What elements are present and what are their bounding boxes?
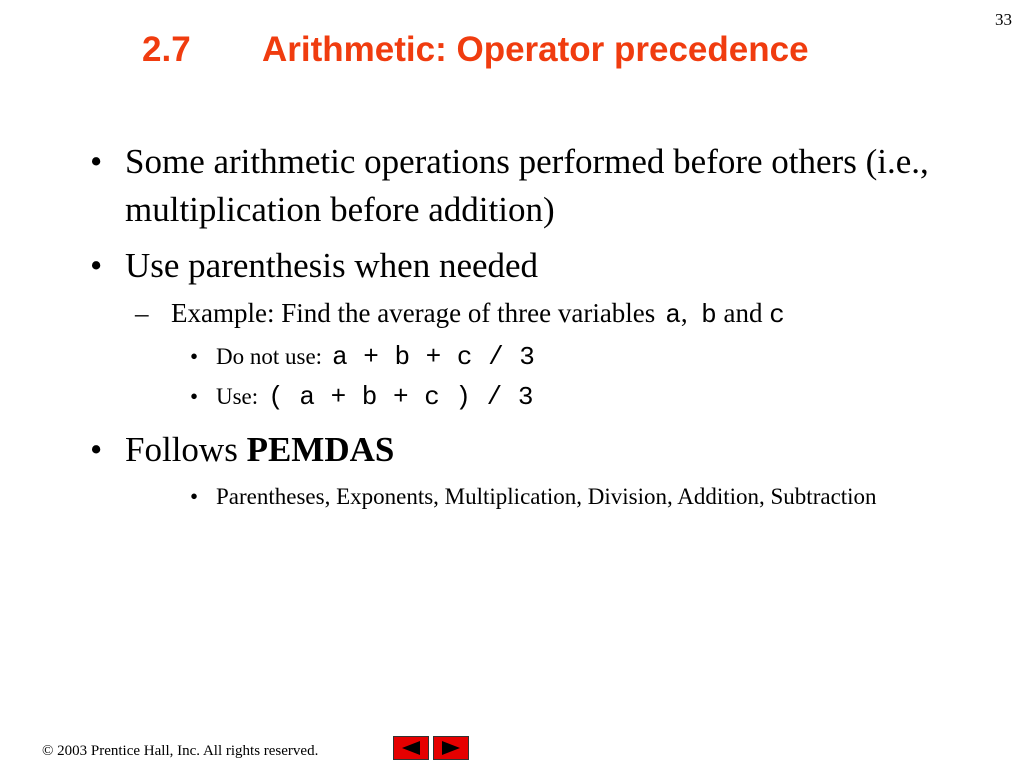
follows-text: Follows — [125, 430, 238, 469]
bullet-text: Some arithmetic operations performed before others (i.e., multiplication before addition) — [125, 142, 929, 229]
donot-code: a + b + c / 3 — [332, 342, 535, 372]
and-text: and — [723, 298, 763, 328]
bullet-text: Use parenthesis when needed — [125, 246, 539, 285]
bullet-dot: • — [90, 430, 103, 469]
slide-navigation — [393, 736, 469, 760]
var-b: b — [701, 300, 717, 330]
next-slide-button[interactable] — [433, 736, 469, 760]
bullet-dot: • — [90, 142, 103, 181]
page-number: 33 — [995, 10, 1012, 29]
bullet-item — [90, 138, 970, 234]
donot-label: Do not use: — [216, 344, 323, 369]
var-a: a — [665, 300, 681, 330]
pemdas-description: Parentheses, Exponents, Multiplication, Division, Addition, Subtraction — [216, 484, 877, 509]
slide-title — [142, 30, 809, 70]
left-arrow-icon — [398, 740, 424, 756]
use-label: Use: — [216, 384, 259, 409]
var-c: c — [769, 300, 785, 330]
previous-slide-button[interactable] — [393, 736, 429, 760]
copyright-footer: © 2003 Prentice Hall, Inc. All rights reserved. — [42, 743, 319, 759]
sub-bullet-item — [135, 296, 785, 332]
use-code: ( a + b + c ) / 3 — [268, 382, 534, 412]
bullet-dot: • — [190, 484, 199, 509]
bullet-dot: • — [190, 384, 199, 409]
example-text: Example: Find the average of three variables — [171, 298, 656, 328]
sub-sub-bullet-item — [190, 480, 910, 514]
bullet-dot: • — [90, 246, 103, 285]
title-number: 2.7 — [142, 30, 191, 69]
dash-marker: – — [135, 298, 149, 328]
title-text: Arithmetic: Operator precedence — [262, 30, 809, 69]
sub-sub-bullet-item — [190, 380, 910, 414]
bullet-item — [90, 426, 970, 474]
bullet-dot: • — [190, 344, 199, 369]
pemdas-text: PEMDAS — [246, 430, 395, 469]
right-arrow-icon — [438, 740, 464, 756]
comma: , — [680, 298, 688, 328]
bullet-item — [90, 242, 970, 290]
sub-sub-bullet-item — [190, 340, 910, 374]
